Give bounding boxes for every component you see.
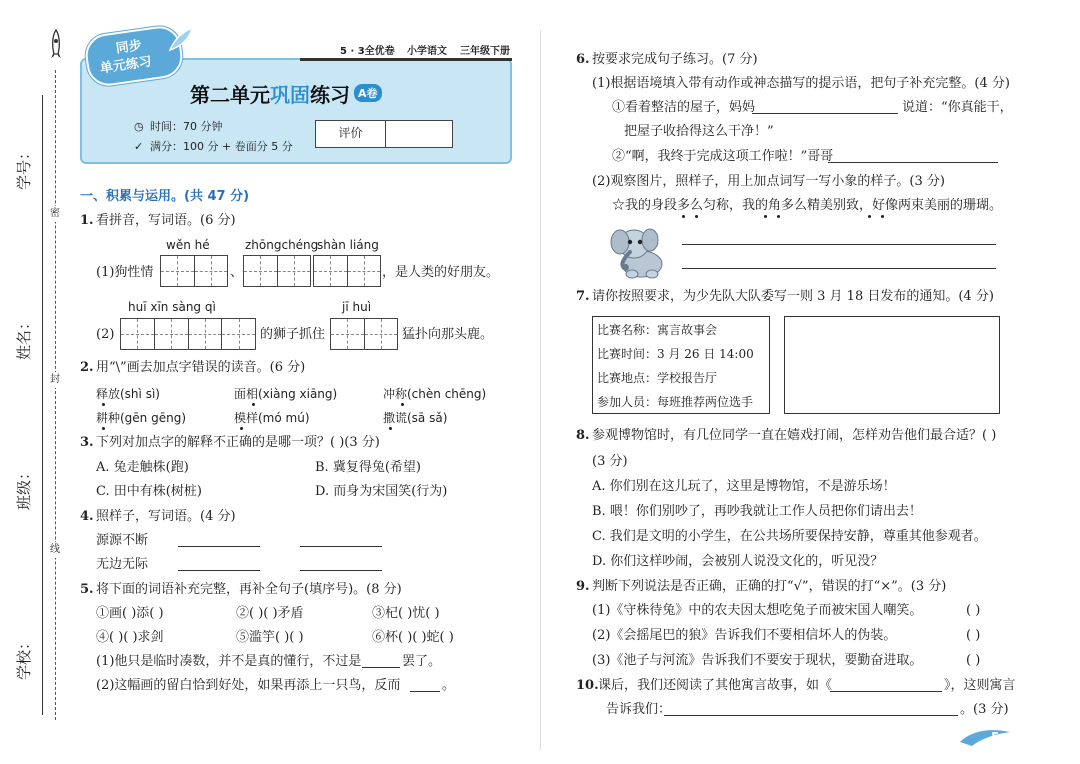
emphasis-dot [881,215,884,218]
q2-item-1: 释放(shì sì) [96,387,160,401]
emphasis-dot [777,215,780,218]
title-part-2: 巩固 [270,82,310,107]
emphasis-dot [401,403,404,406]
q3-option-c[interactable]: C. 田中有株(树桩) [96,484,202,499]
subject-name: 小学语文 [407,46,447,57]
q4-blank-2[interactable] [300,546,382,547]
q5-blank-2[interactable] [410,691,440,692]
q8-stem: 参观博物馆时，有几位同学一直在嬉戏打闹，怎样劝告他们最合适？( ) [592,428,997,443]
q1-line1-prefix: (1)狗性情 [96,265,154,280]
q4-example-1: 源源不断 [96,533,149,548]
q7-answer-box[interactable] [784,316,1000,414]
page-fold-divider [540,30,541,750]
q2-stem: 用“\”画去加点字错误的读音。(6 分) [96,360,306,375]
badge-rocket-icon [166,24,196,54]
section-heading: 一、积累与运用。(共 47 分) [80,189,250,204]
grade-name: 三年级下册 [460,46,510,57]
q1-line2-suffix: 猛扑向那头鹿。 [402,327,494,342]
q1-stem: 看拼音，写词语。(6 分) [96,213,236,228]
q7-info-2: 比赛时间：3 月 26 日 14:00 [597,347,754,361]
q6-blank-1[interactable] [752,113,898,114]
q2-item-5: 模样(mó mú) [234,411,310,425]
title-part-1: 第二单元 [190,82,270,107]
q5-word-5[interactable]: ⑤滥竽( )( ) [236,630,304,645]
q10-blank-title[interactable] [830,691,942,692]
evaluation-box [315,120,453,148]
q1-grid-4[interactable] [120,318,256,350]
q6-stem: 按要求完成句子练习。(7 分) [592,52,758,67]
title-part-3: 练习 [310,82,350,107]
q5-sentence-1-prefix: (1)他只是临时凑数，并不是真的懂行，不过是 [96,654,362,669]
evaluation-label: 评价 [316,121,386,147]
emphasis-dot [682,215,685,218]
badge-line-1: 同步 [115,38,143,57]
q8-option-d[interactable]: D. 你们这样吵闹，会被别人说没文化的，听见没？ [592,554,884,569]
q6-answer-line-2[interactable] [682,268,996,269]
q5-word-3[interactable]: ③杞( )忧( ) [372,606,440,621]
page-title [190,80,382,106]
baby-elephant-illustration [606,224,672,280]
q1-pinyin-2: zhōngchéng [245,238,319,252]
q6-answer-line-1[interactable] [682,244,996,245]
q8-option-b[interactable]: B. 喂！你们别吵了，再吵我就让工作人员把你们请出去！ [592,504,922,519]
emphasis-dot [102,403,105,406]
q6-number: 6. [576,52,590,67]
q1-pinyin-3: shàn liáng [317,238,379,252]
q7-info-3: 比赛地点：学校报告厅 [597,371,718,385]
q1-line2-prefix: (2) [96,327,115,342]
q2-item-3: 冲称(chèn chēng) [383,387,487,401]
binding-dashed-line [55,70,56,720]
emphasis-dot [102,427,105,430]
q3-option-b[interactable]: B. 冀复得兔(希望) [315,460,421,475]
emphasis-dot [389,427,392,430]
q9-answer-paren-2[interactable]: ( ) [966,628,981,643]
q6-part-1: (1)根据语境填入带有动作或神态描写的提示语，把句子补充完整。(4 分) [592,76,1010,91]
q7-number: 7. [576,289,590,304]
q6-blank-2[interactable] [828,162,998,163]
q5-number: 5. [80,582,94,597]
q8-option-a[interactable]: A. 你们别在这儿玩了，这里是博物馆，不是游乐场！ [592,479,896,494]
q1-separator: 、 [230,265,244,280]
q4-number: 4. [80,509,94,524]
badge-line-2: 单元练习 [99,54,153,77]
q9-answer-paren-1[interactable]: ( ) [966,603,981,618]
seal-char-xian: 线 [50,542,60,558]
q1-grid-2[interactable] [243,255,311,287]
q8-option-c[interactable]: C. 我们是文明的小学生，在公共场所要保持安静，尊重其他参观者。 [592,529,987,544]
clock-icon: ◷ [134,120,144,133]
emphasis-dot [240,427,243,430]
school-label: 学校： [15,634,33,680]
q7-info-1: 比赛名称：寓言故事会 [597,323,718,337]
q5-word-2[interactable]: ②( )( )矛盾 [236,606,304,621]
q6-part-1a-suffix: 说道：“你真能干， [902,100,1013,115]
q3-number: 3. [80,435,94,450]
q4-example-2: 无边无际 [96,557,149,572]
rocket-icon [48,28,64,62]
q6-part-1a-prefix: ①看着整洁的屋子，妈妈 [612,100,756,115]
q1-pinyin-4: huī xīn sàng qì [128,300,216,314]
q9-number: 9. [576,579,590,594]
q5-sentence-1-suffix: 罢了。 [402,654,442,669]
q5-word-6[interactable]: ⑥杯( )( )蛇( ) [372,630,454,645]
q2-number: 2. [80,360,94,375]
q1-pinyin-5: jī huì [342,300,372,314]
q9-stem: 判断下列说法是否正确，正确的打“√”，错误的打“×”。(3 分) [592,579,947,594]
q9-statement-1: (1)《守株待兔》中的农夫因太想吃兔子而被宋国人嘲笑。 [592,603,923,618]
q6-part-2: (2)观察图片，照样子，用上加点词写一写小象的样子。(3 分) [592,174,945,189]
q3-option-a[interactable]: A. 兔走触株(跑) [96,460,189,475]
q1-grid-3[interactable] [313,255,381,287]
title-tag: A卷 [354,84,382,102]
q6-part-1a-cont: 把屋子收拾得这么干净！” [624,124,774,139]
q3-stem: 下列对加点字的解释不正确的是哪一项？( )(3 分) [96,435,380,450]
q1-line1-suffix: ，是人类的好朋友。 [382,265,500,280]
q2-item-6: 撒谎(sā sǎ) [383,411,448,425]
series-name: 5 · 3全优卷 [340,46,395,57]
margin-solid-line [42,95,43,715]
q10-stem-mid: 》，这则寓言 [944,678,1016,693]
evaluation-field[interactable] [386,121,452,147]
q10-line2-prefix: 告诉我们： [606,702,672,717]
q10-blank-moral[interactable] [664,715,958,716]
q1-grid-1[interactable] [160,255,228,287]
q4-blank-4[interactable] [300,570,382,571]
seal-char-mi: 密 [50,206,60,222]
q1-line2-mid: 的狮子抓住 [260,327,326,342]
page-number-swoosh-icon [958,726,1012,748]
q9-statement-2: (2)《会摇尾巴的狼》告诉我们不要相信坏人的伪装。 [592,628,897,643]
q5-blank-1[interactable] [362,667,400,668]
q3-option-d[interactable]: D. 而身为宋国笑(行为) [315,484,448,499]
q4-blank-1[interactable] [178,546,260,547]
emphasis-dot [764,215,767,218]
seal-char-feng: 封 [50,372,60,388]
q8-number: 8. [576,428,590,443]
emphasis-dot [868,215,871,218]
student-id-label: 学号： [15,144,33,190]
exam-score: 满分：100 分 + 卷面分 5 分 [150,140,293,153]
q10-stem-prefix: 课后，我们还阅读了其他寓言故事，如《 [598,678,833,693]
q9-answer-paren-3[interactable]: ( ) [966,653,981,668]
emphasis-dot [695,215,698,218]
q10-number: 10. [576,678,599,693]
q2-item-2: 面相(xiàng xiāng) [234,387,338,401]
q5-sentence-2-prefix: (2)这幅画的留白恰到好处，如果再添上一只鸟，反而 [96,678,401,693]
q9-statement-3: (3)《池子与河流》告诉我们不要安于现状，要勤奋进取。 [592,653,923,668]
q1-pinyin-1: wěn hé [166,238,210,252]
q1-grid-5[interactable] [330,318,398,350]
q1-number: 1. [80,213,94,228]
q6-part-1b: ②“啊，我终于完成这项工作啦！”哥哥 [612,149,834,164]
q2-item-4: 耕种(gēn gēng) [96,411,187,425]
page-number: 5 [991,730,1000,744]
q5-stem: 将下面的词语补充完整，再补全句子(填序号)。(8 分) [96,582,402,597]
q6-part-2-example: ☆我的身段多么匀称，我的角多么精美别致，好像两束美丽的珊瑚。 [612,198,1003,213]
q7-info-4: 参加人员：每班推荐两位选手 [597,395,754,409]
q4-stem: 照样子，写词语。(4 分) [96,509,236,524]
q5-sentence-2-suffix: 。 [442,678,456,693]
q5-word-1[interactable]: ①画( )添( ) [96,606,164,621]
q7-stem: 请你按照要求，为少先队大队委写一则 3 月 18 日发布的通知。(4 分) [592,289,994,304]
class-label: 班级： [15,464,33,510]
q5-word-4[interactable]: ④( )( )求剑 [96,630,164,645]
q10-line2-suffix: 。(3 分) [960,702,1009,717]
name-label: 姓名： [15,314,33,360]
q8-score: (3 分) [592,454,628,469]
check-icon: ✓ [134,140,144,153]
emphasis-dot [252,403,255,406]
q4-blank-3[interactable] [178,570,260,571]
exam-time: 时间：70 分钟 [150,120,223,133]
